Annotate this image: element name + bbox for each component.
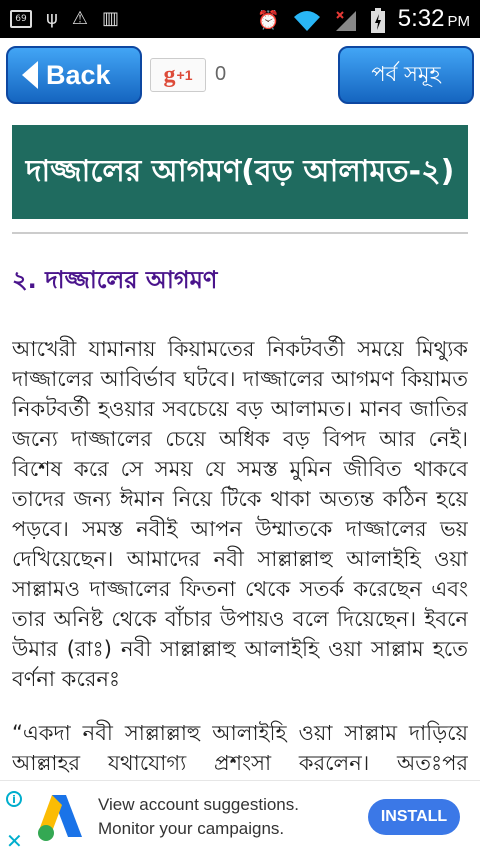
status-bar-right	[257, 5, 470, 36]
google-plus-icon: g	[163, 61, 176, 88]
chapters-button-label: পর্ব সমূহ	[371, 61, 441, 86]
warning-icon: ⚠	[71, 8, 89, 29]
wifi-icon	[292, 9, 322, 33]
plus-one-count: 0	[215, 63, 227, 85]
status-bar-left	[10, 8, 119, 30]
status-bar	[0, 0, 480, 38]
notification-box-icon	[10, 10, 32, 28]
clock	[398, 5, 470, 36]
google-plus-one-button[interactable]	[150, 58, 206, 92]
clock-time: 5:32	[397, 5, 445, 32]
google-ads-logo-icon	[32, 789, 88, 845]
info-icon[interactable]: i	[6, 791, 22, 807]
back-button[interactable]	[6, 46, 142, 104]
install-button[interactable]: INSTALL	[368, 799, 460, 835]
section-heading: ২. দাজ্জালের আগমণ	[12, 266, 218, 294]
notification-box-text: 69	[15, 14, 27, 24]
title-divider	[12, 232, 468, 234]
signal-icon	[334, 9, 358, 33]
plus-one-label: +1	[176, 67, 193, 83]
back-arrow-icon	[22, 61, 38, 89]
ad-text-line2: Monitor your campaigns.	[98, 819, 285, 838]
ad-banner[interactable]	[0, 780, 480, 854]
article-content[interactable]	[12, 240, 468, 780]
page-title: দাজ্জালের আগমণ(বড় আলামত-২)	[25, 153, 455, 189]
close-icon[interactable]: ✕	[6, 829, 23, 853]
usb-icon: ψ	[46, 8, 58, 29]
title-banner	[12, 125, 468, 219]
back-button-label: Back	[46, 59, 111, 90]
article-paragraph: আখেরী যামানায় কিয়ামতের নিকটবর্তী সময়ে মিথ্যুক দাজ্জালের আবির্ভাব ঘটবে। দাজ্জালের আগমণ কিয়ামত নিকটবর্তী হওয়ার সবচেয়ে বড় আলামত। মানব জাতির জন্যে দাজ্জালের চেয়ে অধিক বড় বিপদ আর নেই। বিশেষ করে সে সময় যে সমস্ত মুমিন জীবিত থাকবে তাদের জন্য ঈমান নিয়ে টিকে থাকা অত্যন্ত কঠিন হয়ে পড়বে। সমস্ত নবীই আপন উম্মাতকে দাজ্জালের ভয় দেখিয়েছেন। আমাদের নবী সাল্লাল্লাহু আলাইহি ওয়া সাল্লামও দাজ্জালের ফিতনা থেকে সতর্ক করেছেন এবং তার অনিষ্ট থেকে বাঁচার উপায়ও বলে দিয়েছেন। ইবনে উমার (রাঃ) নবী সাল্লাল্লাহু আলাইহি ওয়া সাল্লাম হতে বর্ণনা করেনঃ	[12, 337, 468, 691]
clock-ampm: PM	[447, 13, 470, 30]
battery-icon	[370, 8, 386, 34]
barcode-icon: ▥	[102, 8, 120, 29]
article-paragraph: “একদা নবী সাল্লাল্লাহু আলাইহি ওয়া সাল্লাম দাড়িয়ে আল্লাহর যথাযোগ্য প্রশংসা করলেন। অতঃপর	[12, 721, 468, 775]
ad-text-line1: View account suggestions.	[98, 795, 299, 814]
alarm-icon: ⏰	[257, 9, 280, 31]
chapters-button[interactable]	[338, 46, 474, 104]
